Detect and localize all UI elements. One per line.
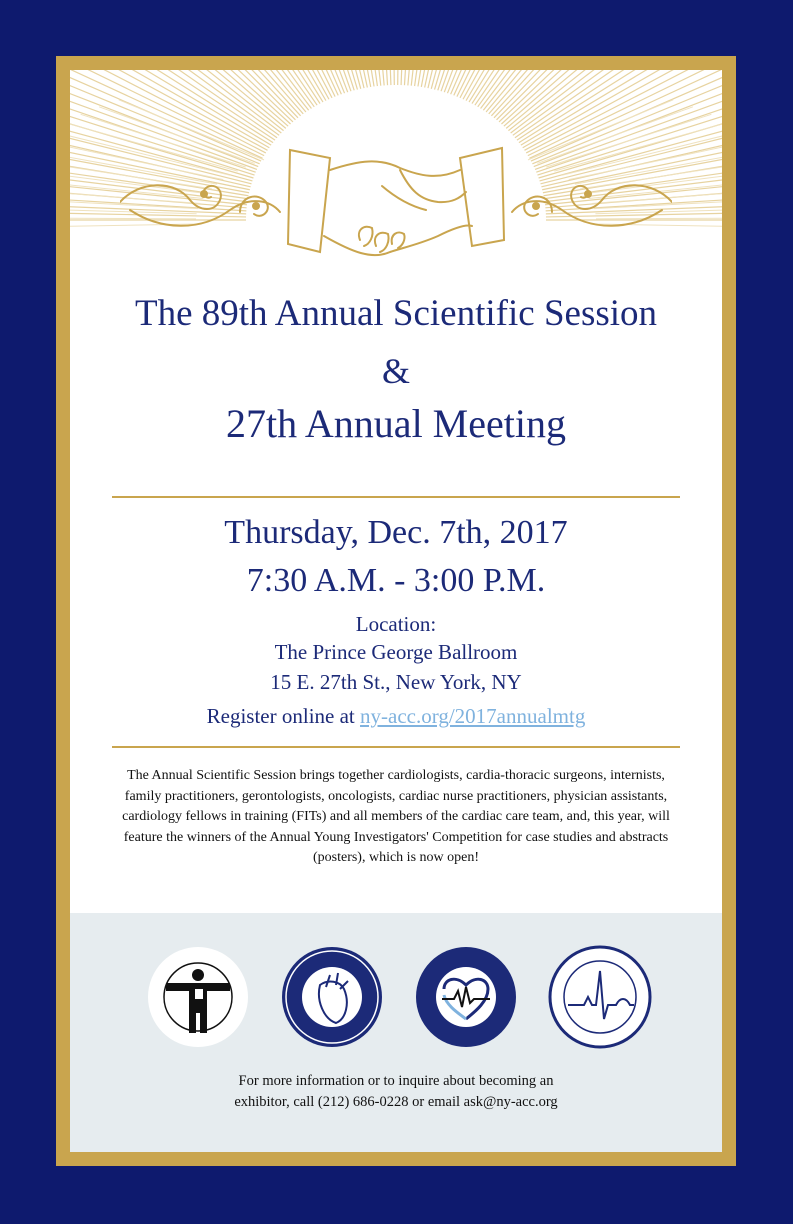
sunburst-ray (88, 70, 286, 128)
register-line (70, 704, 722, 729)
location-label: Location: (355, 612, 437, 636)
location-venue: The Prince George Ballroom (274, 640, 518, 664)
flyer-panel (70, 70, 722, 1152)
logo-ny-cardiac-center (146, 945, 250, 1049)
description-text: The Annual Scientific Session brings together cardiologists, cardia-thoracic surgeons, internists, family practitioners, gerontologists, oncologists, cardiac nurse practitioners, physician assistants, cardiology fellows in training (FITs) and all members of the cardiac care team, and, this year, will feature the winners of the Annual Young Investigators' Competition for case studies and abstracts (posters), which is now open! (122, 768, 670, 865)
divider-top (112, 496, 680, 498)
handshake-ornament-icon (120, 140, 672, 290)
event-time: 7:30 A.M. - 3:00 P.M. (246, 562, 546, 599)
contact-line2: exhibitor, call (212) 686-0228 or email ask@ny-acc.org (234, 1094, 558, 1110)
event-title-line2: 27th Annual Meeting (226, 401, 566, 446)
sponsor-footer (70, 913, 722, 1152)
sunburst-ray (398, 70, 401, 85)
contact-line1: For more information or to inquire about becoming an (238, 1073, 554, 1089)
title-ampersand: & (381, 351, 410, 391)
divider-bottom (112, 746, 680, 748)
contact-info (70, 1071, 722, 1113)
logo-ny-cardiological-society (548, 945, 652, 1049)
logo-american-college-of-cardiology (280, 945, 384, 1049)
sunburst-ray (497, 70, 678, 120)
logo-ny-argentina-exchange (414, 945, 518, 1049)
heart-ekg-icon (414, 945, 518, 1049)
register-link[interactable]: ny-acc.org/2017annualmtg (360, 704, 586, 728)
location-address: 15 E. 27th St., New York, NY (270, 670, 522, 694)
event-title-line1: The 89th Annual Scientific Session (134, 293, 658, 334)
heart-anatomy-icon (280, 945, 384, 1049)
sunburst-ray (114, 70, 295, 120)
register-prefix: Register online at (206, 704, 355, 728)
event-date: Thursday, Dec. 7th, 2017 (224, 514, 568, 551)
vitruvian-figure-icon (146, 945, 250, 1049)
sunburst-ray (506, 70, 704, 128)
sunburst-ray (391, 70, 394, 85)
ekg-wave-icon (548, 945, 652, 1049)
